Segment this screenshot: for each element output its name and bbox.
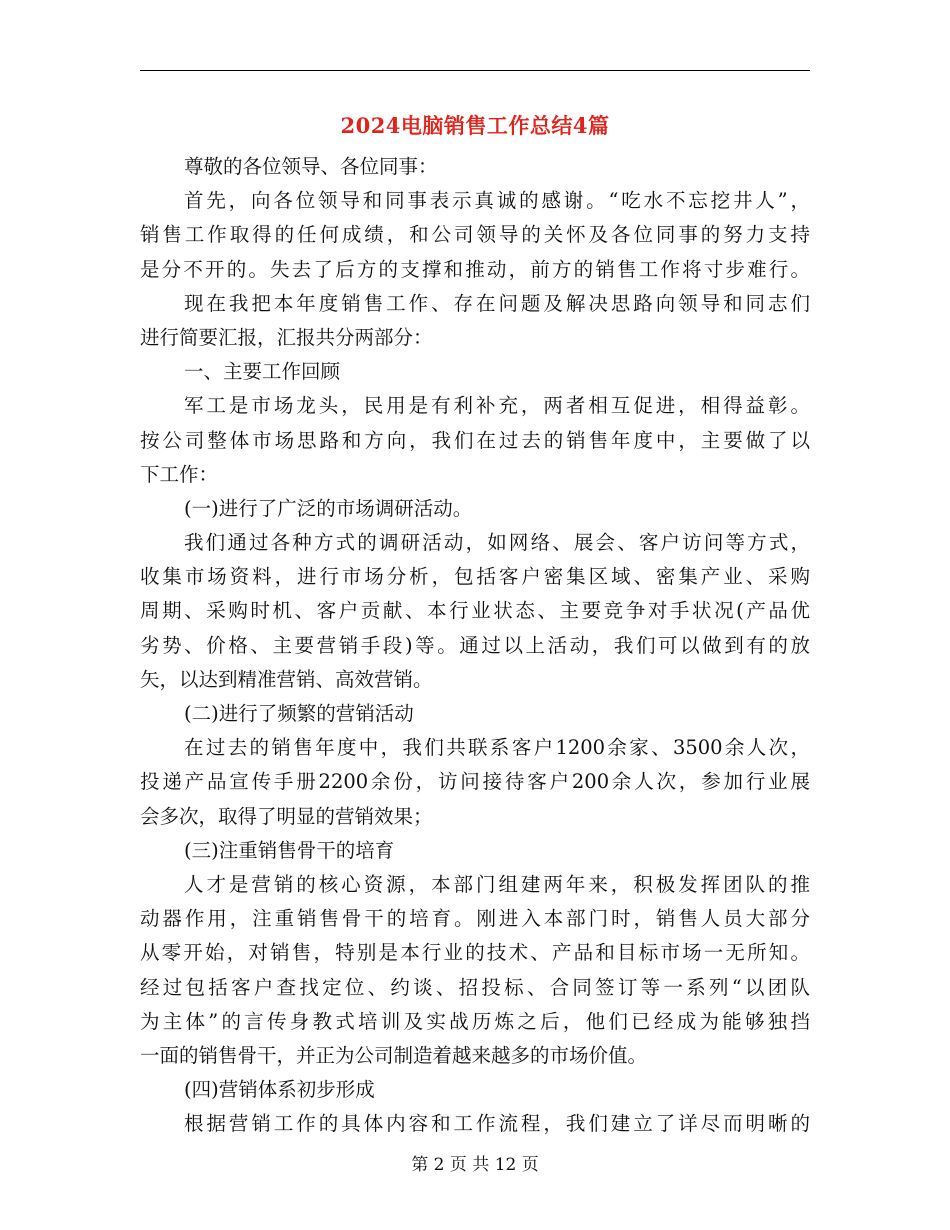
paragraph-line: 会多次，取得了明显的营销效果； xyxy=(140,804,433,828)
paragraph-line: 一面的销售骨干，并正为公司制造着越来越多的市场价值。 xyxy=(140,1043,648,1067)
paragraph-line: 进行简要汇报，汇报共分两部分： xyxy=(140,325,433,349)
subsection-heading: (二)进行了频繁的营销活动 xyxy=(184,702,414,725)
salutation-line: 尊敬的各位领导、各位同事： xyxy=(184,155,438,178)
paragraph-line: 为主体”的言传身教式培训及实战历炼之后，他们已经成为能够独挡 xyxy=(140,1009,810,1033)
subsection-heading: (一)进行了广泛的市场调研活动。 xyxy=(184,496,473,520)
paragraph-line: 按公司整体市场思路和方向，我们在过去的销售年度中，主要做了以 xyxy=(140,428,810,452)
page-number: 第 2 页 共 12 页 xyxy=(411,1155,539,1175)
document-title: 2024电脑销售工作总结4篇 xyxy=(340,113,610,138)
subsection-heading: (四)营销体系初步形成 xyxy=(184,1078,375,1102)
paragraph-line: 首先，向各位领导和同事表示真诚的感谢。“吃水不忘挖井人”， xyxy=(184,189,810,213)
paragraph-line: 根据营销工作的具体内容和工作流程，我们建立了详尽而明晰的 xyxy=(184,1112,810,1136)
document-body xyxy=(140,150,810,1141)
paragraph-line: 是分不开的。失去了后方的支撑和推动，前方的销售工作将寸步难行。 xyxy=(140,257,810,281)
paragraph-line: 矢，以达到精准营销、高效营销。 xyxy=(140,667,433,691)
paragraph-line: 从零开始，对销售，特别是本行业的技术、产品和目标市场一无所知。 xyxy=(140,941,810,965)
paragraph-line: 投递产品宣传手册2200余份，访问接待客户200余人次，参加行业展 xyxy=(140,770,810,794)
paragraph-line: 销售工作取得的任何成绩，和公司领导的关怀及各位同事的努力支持 xyxy=(140,223,810,247)
paragraph-line: 收集市场资料，进行市场分析，包括客户密集区域、密集产业、采购 xyxy=(140,565,810,589)
paragraph-line: 周期、采购时机、客户贡献、本行业状态、主要竞争对手状况(产品优 xyxy=(140,599,810,623)
paragraph-line: 动器作用，注重销售骨干的培育。刚进入本部门时，销售人员大部分 xyxy=(140,907,810,931)
paragraph-line: 劣势、价格、主要营销手段)等。通过以上活动，我们可以做到有的放 xyxy=(140,633,810,657)
paragraph-line: 人才是营销的核心资源，本部门组建两年来，积极发挥团队的推 xyxy=(184,872,810,896)
paragraph-line: 经过包括客户查找定位、约谈、招投标、合同签订等一系列“以团队 xyxy=(140,975,810,999)
section-heading: 一、主要工作回顾 xyxy=(184,360,341,384)
paragraph-line: 军工是市场龙头，民用是有利补充，两者相互促进，相得益彰。 xyxy=(184,394,810,418)
paragraph-line: 在过去的销售年度中，我们共联系客户1200余家、3500余人次， xyxy=(184,736,810,760)
paragraph-line: 我们通过各种方式的调研活动，如网络、展会、客户访问等方式， xyxy=(184,531,810,555)
subsection-heading: (三)注重销售骨干的培育 xyxy=(184,838,395,862)
paragraph-line: 下工作： xyxy=(140,462,219,486)
header-rule xyxy=(140,70,810,71)
paragraph-line: 现在我把本年度销售工作、存在问题及解决思路向领导和同志们 xyxy=(184,291,810,315)
